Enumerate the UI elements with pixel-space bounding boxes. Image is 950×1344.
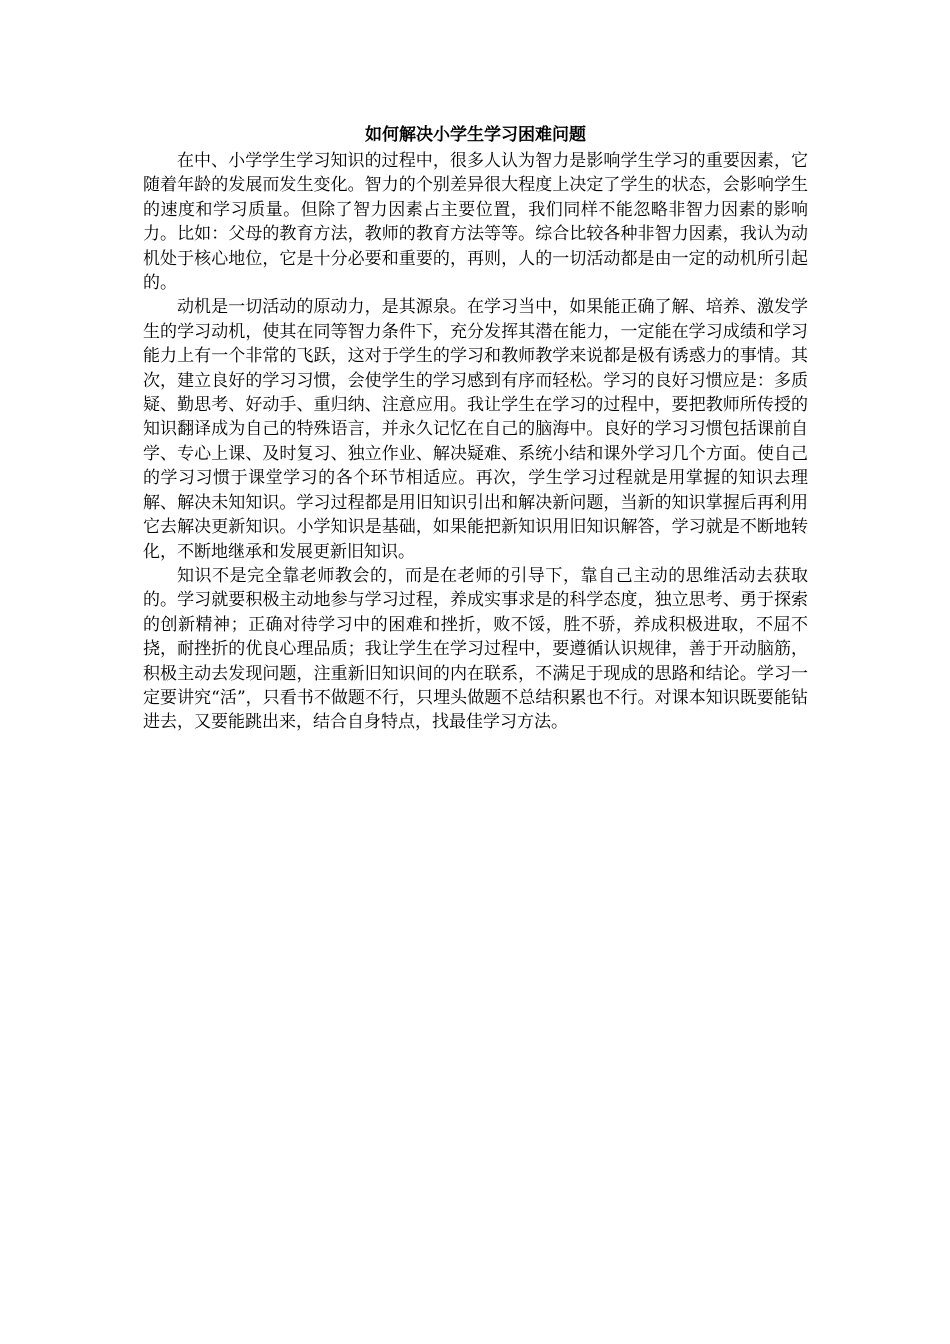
- paragraph-3: 知识不是完全靠老师教会的，而是在老师的引导下，靠自己主动的思维活动去获取的。学习就要积极主动地参与学习过程，养成实事求是的科学态度，独立思考、勇于探索的创新精神；正确对待学习中的困难和挫折，败不馁，胜不骄，养成积极进取，不屈不挠，耐挫折的优良心理品质；我让学生在学习过程中，要遵循认识规律，善于开动脑筋，积极主动去发现问题，注重新旧知识间的内在联系，不满足于现成的思路和结论。学习一定要讲究“活”，只看书不做题不行，只埋头做题不总结积累也不行。对课本知识既要能钻进去，又要能跳出来，结合自身特点，找最佳学习方法。: [143, 565, 808, 733]
- paragraph-1: 在中、小学学生学习知识的过程中，很多人认为智力是影响学生学习的重要因素，它随着年龄的发展而发生变化。智力的个别差异很大程度上决定了学生的状态，会影响学生的速度和学习质量。但除了智力因素占主要位置，我们同样不能忽略非智力因素的影响力。比如：父母的教育方法，教师的教育方法等等。综合比较各种非智力因素，我认为动机处于核心地位，它是十分必要和重要的，再则，人的一切活动都是由一定的动机所引起的。: [143, 151, 808, 294]
- document-body: [143, 121, 808, 735]
- paragraph-2: 动机是一切活动的原动力，是其源泉。在学习当中，如果能正确了解、培养、激发学生的学习动机，使其在同等智力条件下，充分发挥其潜在能力，一定能在学习成绩和学习能力上有一个非常的飞跃，这对于学生的学习和教师教学来说都是极有诱惑力的事情。其次，建立良好的学习习惯，会使学生的学习感到有序而轻松。学习的良好习惯应是：多质疑、勤思考、好动手、重归纳、注意应用。我让学生在学习的过程中，要把教师所传授的知识翻译成为自己的特殊语言，并永久记忆在自己的脑海中。良好的学习习惯包括课前自学、专心上课、及时复习、独立作业、解决疑难、系统小结和课外学习几个方面。使自己的学习习惯于课堂学习的各个环节相适应。再次，学生学习过程就是用掌握的知识去理解、解决未知知识。学习过程都是用旧知识引出和解决新问题，当新的知识掌握后再利用它去解决更新知识。小学知识是基础，如果能把新知识用旧知识解答，学习就是不断地转化，不断地继承和发展更新旧知识。: [143, 297, 808, 562]
- document-title: 如何解决小学生学习困难问题: [365, 125, 586, 145]
